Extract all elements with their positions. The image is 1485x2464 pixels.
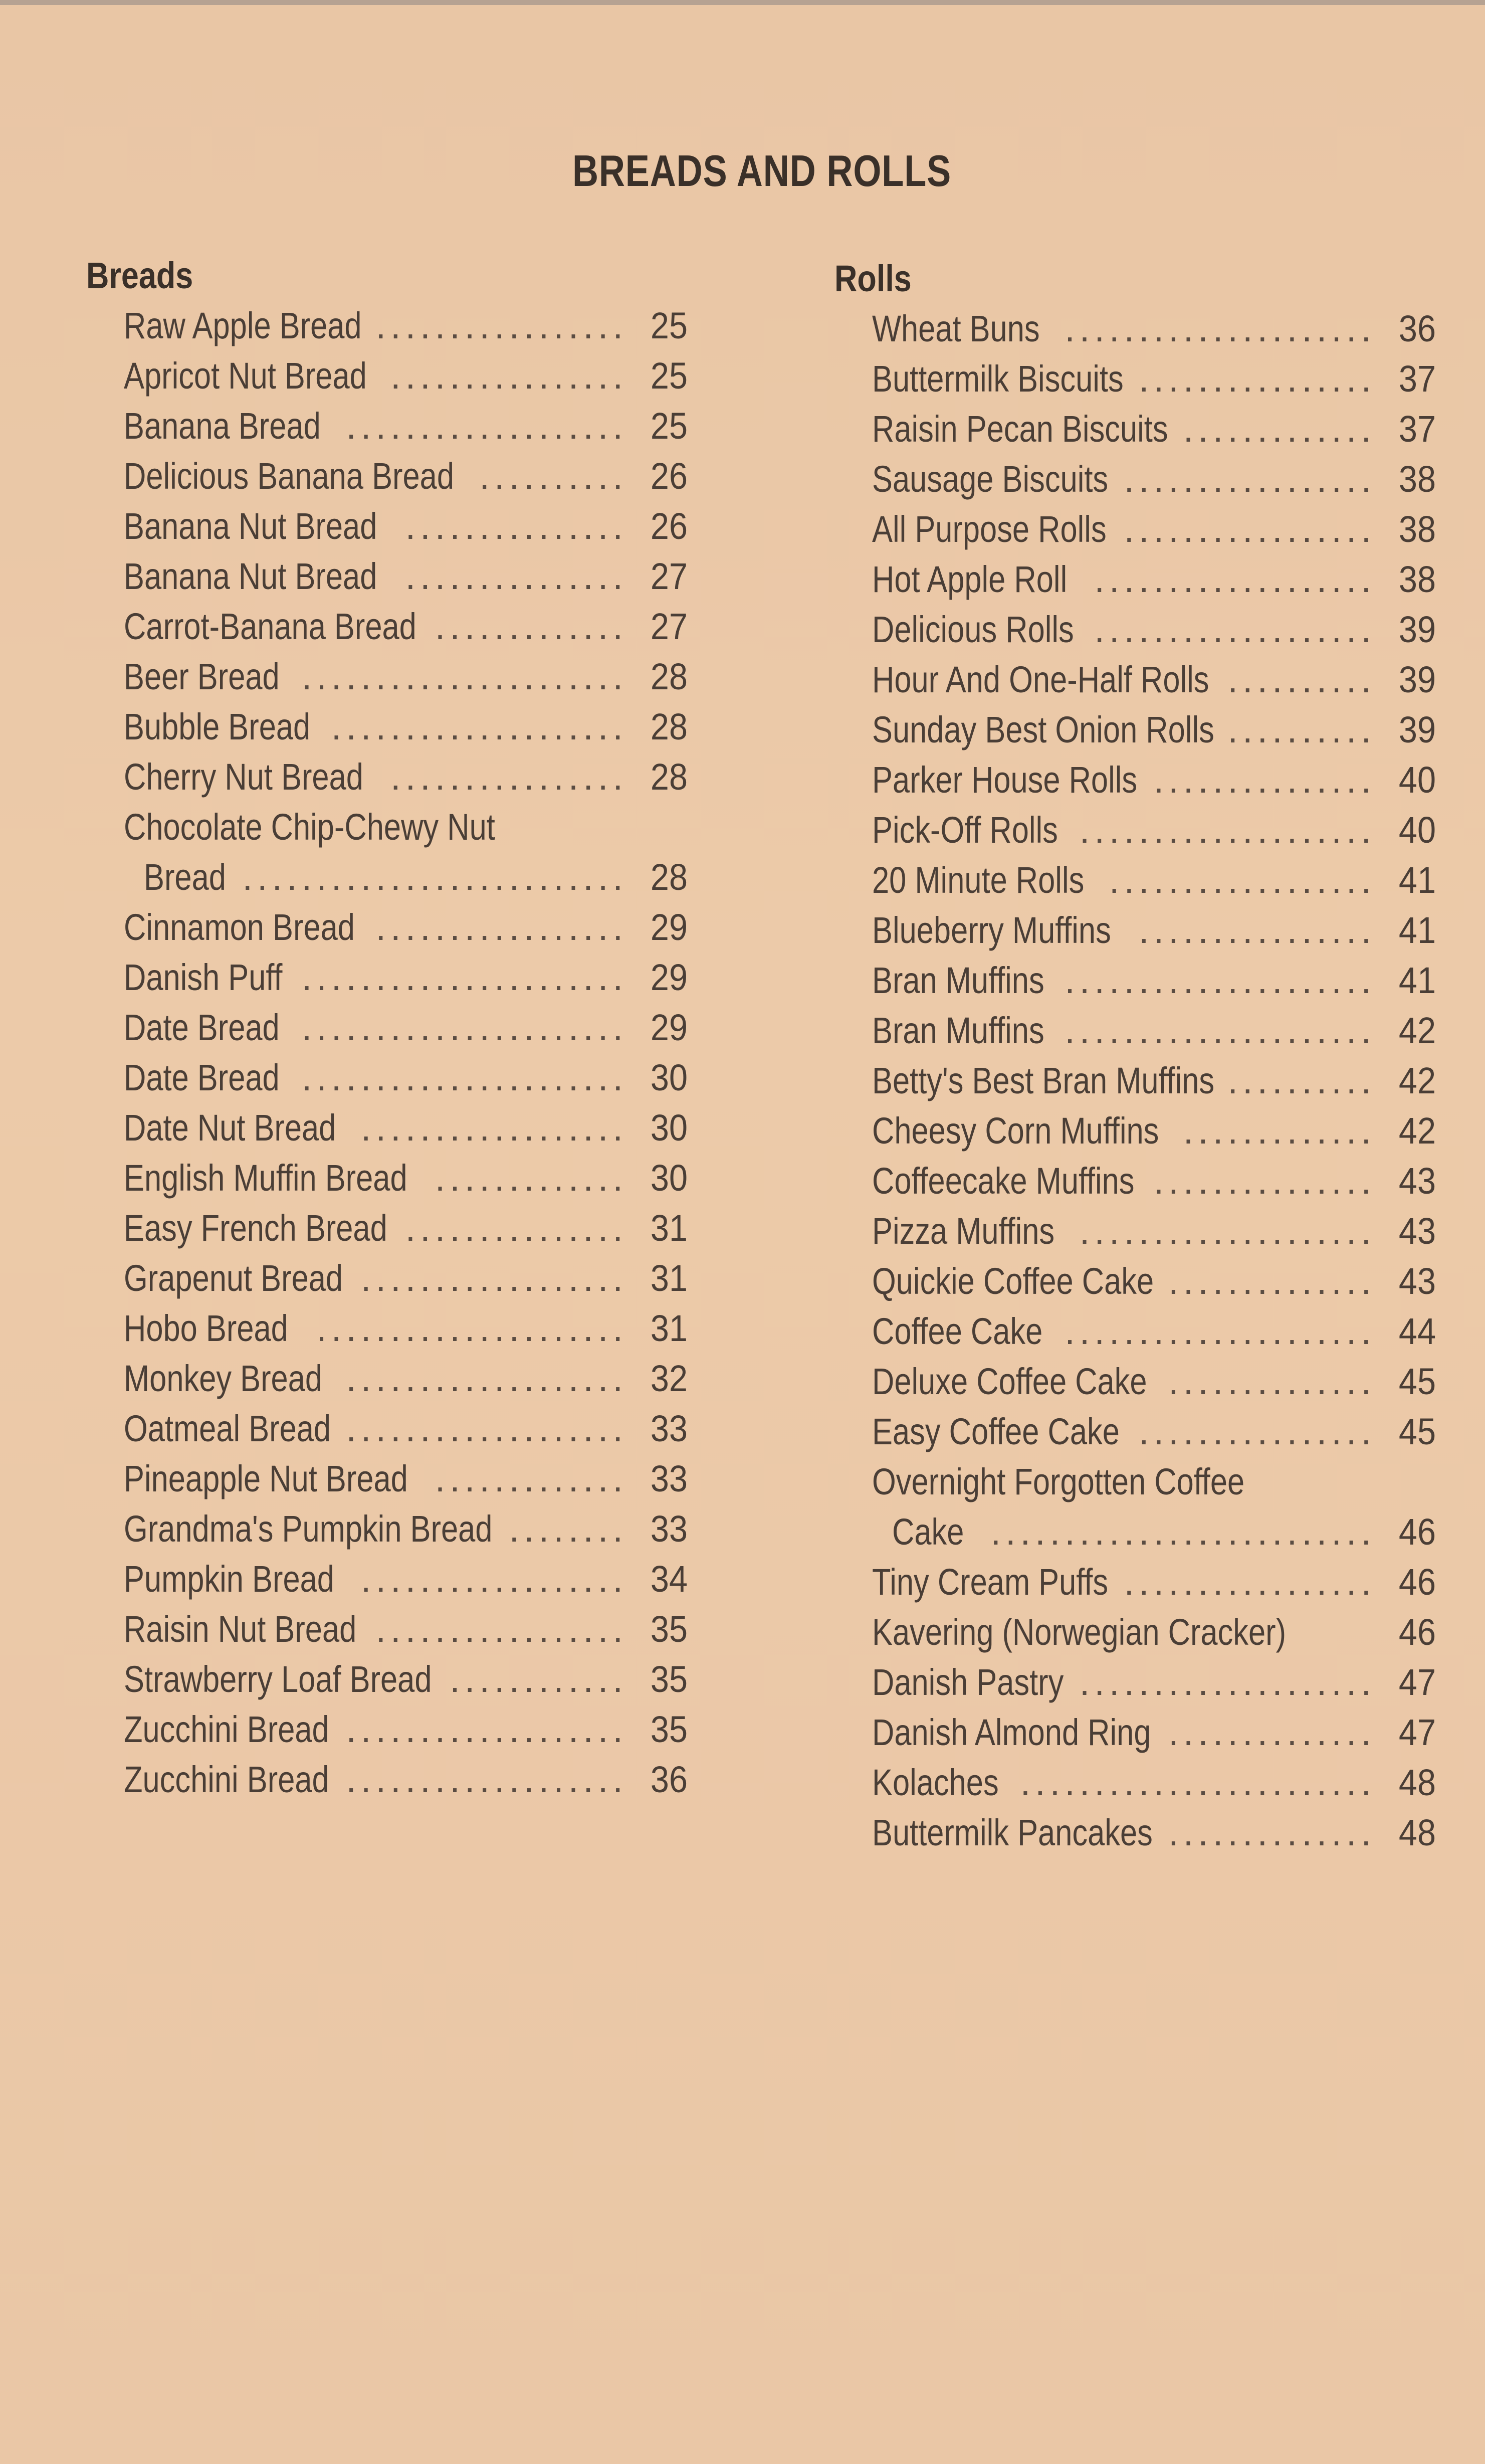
- page-number: 29: [650, 957, 688, 998]
- toc-entry: [124, 752, 688, 802]
- toc-entry: [124, 351, 688, 401]
- toc-entry: [872, 1156, 1436, 1206]
- page-number: 43: [1398, 1260, 1436, 1302]
- recipe-name: Carrot-Banana Bread: [124, 606, 416, 647]
- recipe-name: Apricot Nut Bread: [124, 355, 367, 397]
- recipe-name: Wheat Buns: [872, 308, 1040, 349]
- recipe-name: Hobo Bread: [124, 1307, 288, 1349]
- recipe-name: Kavering (Norwegian Cracker): [872, 1611, 1287, 1653]
- toc-entry: [124, 1755, 688, 1805]
- dot-leader: ...................: [1094, 558, 1376, 600]
- page-number: 30: [650, 1157, 688, 1199]
- recipe-name: Hot Apple Roll: [872, 558, 1068, 600]
- page-number: 25: [650, 405, 688, 447]
- page-number: 29: [650, 1007, 688, 1048]
- page-number: 47: [1398, 1661, 1436, 1703]
- page-number: 33: [650, 1458, 688, 1499]
- page-number: 35: [650, 1608, 688, 1650]
- dot-leader: .................: [375, 305, 627, 346]
- toc-entry: [124, 902, 688, 953]
- toc-entry: [872, 1206, 1436, 1256]
- toc-entry: [872, 905, 1436, 956]
- toc-entry: [124, 1103, 688, 1153]
- dot-leader: .....................: [1065, 308, 1376, 349]
- recipe-name-continued: Bread: [144, 856, 226, 898]
- rolls-list: [834, 304, 1436, 1858]
- page-number: 44: [1398, 1310, 1436, 1352]
- recipe-name: Pineapple Nut Bread: [124, 1458, 408, 1499]
- dot-leader: ................: [1139, 909, 1376, 951]
- dot-leader: ...............: [405, 555, 627, 597]
- recipe-name: Bubble Bread: [124, 706, 311, 747]
- recipe-name: Date Nut Bread: [124, 1107, 336, 1149]
- dot-leader: ...............: [405, 1207, 627, 1249]
- recipe-name: Sausage Biscuits: [872, 458, 1109, 500]
- recipe-name: Coffee Cake: [872, 1310, 1043, 1352]
- page-number: 28: [650, 706, 688, 747]
- page-number: 45: [1398, 1411, 1436, 1452]
- page-number: 28: [650, 756, 688, 798]
- recipe-name: Date Bread: [124, 1057, 280, 1098]
- toc-entry: [872, 1306, 1436, 1357]
- toc-entry: [124, 501, 688, 551]
- page-number: 41: [1398, 909, 1436, 951]
- page-number: 33: [650, 1508, 688, 1550]
- recipe-name: Delicious Banana Bread: [124, 455, 454, 497]
- dot-leader: ...................: [346, 1358, 627, 1399]
- recipe-name: Buttermilk Biscuits: [872, 358, 1124, 400]
- page-title: BREADS AND ROLLS: [572, 146, 952, 196]
- toc-entry: [124, 451, 688, 501]
- dot-leader: .............: [435, 1157, 627, 1199]
- breads-column: [86, 251, 688, 1805]
- dot-leader: .....................: [1065, 1010, 1376, 1051]
- dot-leader: .................: [375, 1608, 627, 1650]
- dot-leader: ...................: [346, 1759, 627, 1800]
- dot-leader: ..................: [360, 1107, 627, 1149]
- page-number: 25: [650, 355, 688, 397]
- recipe-name: Delicious Rolls: [872, 609, 1074, 650]
- recipe-name: Parker House Rolls: [872, 759, 1138, 801]
- dot-leader: ...............: [405, 505, 627, 547]
- dot-leader: ..................: [360, 1257, 627, 1299]
- recipe-name: Raisin Nut Bread: [124, 1608, 357, 1650]
- dot-leader: ...............: [1153, 759, 1376, 801]
- recipe-name: Oatmeal Bread: [124, 1408, 331, 1449]
- page-number: 40: [1398, 759, 1436, 801]
- page-number: 31: [650, 1207, 688, 1249]
- toc-entry: [124, 1404, 688, 1454]
- toc-entry: [872, 304, 1436, 354]
- page-number: 46: [1398, 1611, 1436, 1653]
- recipe-name: Easy French Bread: [124, 1207, 387, 1249]
- recipe-name: Grapenut Bread: [124, 1257, 343, 1299]
- recipe-name-continued: Cake: [892, 1511, 964, 1553]
- page-number: 42: [1398, 1010, 1436, 1051]
- toc-entry: [124, 1354, 688, 1404]
- page-number: 43: [1398, 1210, 1436, 1252]
- recipe-name: Pick-Off Rolls: [872, 809, 1058, 851]
- toc-entry: [124, 802, 688, 902]
- dot-leader: ....................: [1079, 1661, 1376, 1703]
- toc-entry: [124, 652, 688, 702]
- toc-entry: [872, 705, 1436, 755]
- dot-leader: ..........: [1227, 1060, 1376, 1101]
- dot-leader: ....................: [331, 706, 627, 747]
- dot-leader: ................: [1139, 358, 1376, 400]
- toc-entry: [872, 1657, 1436, 1708]
- breads-list: [86, 301, 688, 1805]
- page-number: 29: [650, 906, 688, 948]
- dot-leader: .............: [1183, 1110, 1376, 1152]
- dot-leader: .................: [1124, 458, 1376, 500]
- page-number: 30: [650, 1107, 688, 1149]
- page-number: 45: [1398, 1361, 1436, 1402]
- dot-leader: ..............: [1168, 1812, 1376, 1853]
- toc-entry: [124, 1654, 688, 1704]
- toc-entry: [124, 1504, 688, 1554]
- page-number: 38: [1398, 508, 1436, 550]
- page-number: 28: [650, 856, 688, 898]
- dot-leader: ............: [450, 1658, 627, 1700]
- page-number: 39: [1398, 609, 1436, 650]
- toc-entry: [872, 855, 1436, 905]
- recipe-name: Overnight Forgotten Coffee: [872, 1461, 1245, 1502]
- toc-entry: [872, 1256, 1436, 1306]
- toc-entry: [124, 1053, 688, 1103]
- page-number: 32: [650, 1358, 688, 1399]
- recipe-name: Pumpkin Bread: [124, 1558, 334, 1600]
- recipe-name: Raw Apple Bread: [124, 305, 362, 346]
- page-number: 43: [1398, 1160, 1436, 1202]
- toc-entry: [124, 953, 688, 1003]
- toc-entry: [872, 1457, 1436, 1557]
- toc-entry: [872, 805, 1436, 855]
- dot-leader: ..............: [1168, 1712, 1376, 1753]
- page-number: 46: [1398, 1511, 1436, 1553]
- toc-entry: [872, 1708, 1436, 1758]
- dot-leader: ..........: [479, 455, 627, 497]
- toc-entry: [872, 755, 1436, 805]
- page-number: 26: [650, 505, 688, 547]
- rolls-heading: Rolls: [834, 258, 912, 299]
- toc-entry: [872, 1607, 1436, 1657]
- toc-entry: [872, 554, 1436, 605]
- page-number: 37: [1398, 408, 1436, 450]
- page-number: 48: [1398, 1812, 1436, 1853]
- recipe-name: Betty's Best Bran Muffins: [872, 1060, 1215, 1101]
- recipe-name: Monkey Bread: [124, 1358, 323, 1399]
- page-top-edge: [0, 0, 1485, 5]
- dot-leader: ........: [509, 1508, 627, 1550]
- toc-entry: [124, 702, 688, 752]
- dot-leader: ................: [390, 355, 627, 397]
- page-number: 48: [1398, 1762, 1436, 1803]
- dot-leader: ........................: [1020, 1762, 1376, 1803]
- recipe-name: Zucchini Bread: [124, 1759, 329, 1800]
- recipe-name: All Purpose Rolls: [872, 508, 1107, 550]
- recipe-name: Bran Muffins: [872, 960, 1044, 1001]
- page-number: 31: [650, 1257, 688, 1299]
- recipe-name: Cheesy Corn Muffins: [872, 1110, 1159, 1152]
- recipe-name: Bran Muffins: [872, 1010, 1044, 1051]
- recipe-name: Zucchini Bread: [124, 1709, 329, 1750]
- dot-leader: .................: [1124, 508, 1376, 550]
- dot-leader: ..............: [1168, 1260, 1376, 1302]
- recipe-name: Easy Coffee Cake: [872, 1411, 1120, 1452]
- dot-leader: ...................: [346, 1408, 627, 1449]
- recipe-name: Tiny Cream Puffs: [872, 1561, 1109, 1603]
- dot-leader: .............: [435, 606, 627, 647]
- recipe-name: Raisin Pecan Biscuits: [872, 408, 1168, 450]
- toc-entry: [124, 401, 688, 451]
- recipe-name: Date Bread: [124, 1007, 280, 1048]
- toc-entry: [872, 956, 1436, 1006]
- dot-leader: ..................: [360, 1558, 627, 1600]
- toc-entry: [124, 1454, 688, 1504]
- dot-leader: ................: [390, 756, 627, 798]
- toc-entry: [872, 1557, 1436, 1607]
- toc-entry: [872, 1106, 1436, 1156]
- recipe-name: Danish Pastry: [872, 1661, 1064, 1703]
- toc-entry: [872, 404, 1436, 454]
- recipe-name: Beer Bread: [124, 656, 280, 697]
- toc-entry: [124, 1153, 688, 1203]
- page-number: 36: [650, 1759, 688, 1800]
- toc-entry: [124, 1253, 688, 1303]
- page-number: 27: [650, 606, 688, 647]
- dot-leader: ......................: [301, 656, 627, 697]
- recipe-name: Deluxe Coffee Cake: [872, 1361, 1147, 1402]
- page-number: 35: [650, 1709, 688, 1750]
- dot-leader: ...................: [346, 1709, 627, 1750]
- toc-entry: [872, 655, 1436, 705]
- page-number: 33: [650, 1408, 688, 1449]
- toc-entry: [124, 602, 688, 652]
- dot-leader: .................: [1124, 1561, 1376, 1603]
- dot-leader: .............: [435, 1458, 627, 1499]
- recipe-name: Strawberry Loaf Bread: [124, 1658, 432, 1700]
- recipe-name: Buttermilk Pancakes: [872, 1812, 1153, 1853]
- page-number: 31: [650, 1307, 688, 1349]
- toc-entry: [872, 1357, 1436, 1407]
- page-number: 26: [650, 455, 688, 497]
- page-number: 42: [1398, 1110, 1436, 1152]
- recipe-name: Coffeecake Muffins: [872, 1160, 1135, 1202]
- dot-leader: .............: [1183, 408, 1376, 450]
- page-number: 30: [650, 1057, 688, 1098]
- toc-entry: [872, 354, 1436, 404]
- toc-entry: [124, 301, 688, 351]
- rolls-column: [834, 251, 1436, 1858]
- page-number: 34: [650, 1558, 688, 1600]
- dot-leader: ................: [1139, 1411, 1376, 1452]
- page-number: 36: [1398, 308, 1436, 349]
- recipe-name: Grandma's Pumpkin Bread: [124, 1508, 493, 1550]
- recipe-name: Banana Nut Bread: [124, 505, 377, 547]
- dot-leader: ....................: [1079, 1210, 1376, 1252]
- toc-entry: [872, 1006, 1436, 1056]
- toc-entry: [124, 1303, 688, 1354]
- recipe-name: Blueberry Muffins: [872, 909, 1111, 951]
- page-number: 46: [1398, 1561, 1436, 1603]
- page-number: 28: [650, 656, 688, 697]
- dot-leader: ...................: [1094, 609, 1376, 650]
- dot-leader: ......................: [301, 1007, 627, 1048]
- toc-entry: [124, 551, 688, 602]
- recipe-name: Quickie Coffee Cake: [872, 1260, 1154, 1302]
- recipe-name: Kolaches: [872, 1762, 999, 1803]
- recipe-name: Banana Bread: [124, 405, 321, 447]
- recipe-name: Chocolate Chip-Chewy Nut: [124, 806, 495, 848]
- toc-entry: [124, 1003, 688, 1053]
- recipe-name: Sunday Best Onion Rolls: [872, 709, 1214, 750]
- toc-entry: [124, 1203, 688, 1253]
- toc-entry: [872, 1758, 1436, 1808]
- toc-entry: [872, 1808, 1436, 1858]
- page-number: 47: [1398, 1712, 1436, 1753]
- page-number: 35: [650, 1658, 688, 1700]
- recipe-name: Cherry Nut Bread: [124, 756, 363, 798]
- toc-entry: [872, 504, 1436, 554]
- dot-leader: ......................: [301, 1057, 627, 1098]
- page-number: 27: [650, 555, 688, 597]
- recipe-name: Hour And One-Half Rolls: [872, 659, 1209, 700]
- dot-leader: .....................: [316, 1307, 627, 1349]
- toc-entry: [124, 1554, 688, 1604]
- page-number: 38: [1398, 458, 1436, 500]
- toc-entry: [872, 1407, 1436, 1457]
- recipe-name: Cinnamon Bread: [124, 906, 355, 948]
- recipe-name: Danish Almond Ring: [872, 1712, 1151, 1753]
- dot-leader: ...................: [346, 405, 627, 447]
- page-number: 39: [1398, 659, 1436, 700]
- page-number: 25: [650, 305, 688, 346]
- breads-heading: Breads: [86, 255, 193, 296]
- toc-entry: [872, 605, 1436, 655]
- recipe-name: Banana Nut Bread: [124, 555, 377, 597]
- dot-leader: ..................: [1109, 859, 1376, 901]
- dot-leader: ..........................: [242, 856, 627, 898]
- dot-leader: .....................: [1065, 1310, 1376, 1352]
- recipe-name: Danish Puff: [124, 957, 283, 998]
- toc-entry: [872, 1056, 1436, 1106]
- page-number: 39: [1398, 709, 1436, 750]
- dot-leader: .....................: [1065, 960, 1376, 1001]
- dot-leader: ....................: [1079, 809, 1376, 851]
- toc-entry: [124, 1704, 688, 1755]
- page-number: 41: [1398, 960, 1436, 1001]
- toc-entry: [124, 1604, 688, 1654]
- recipe-name: Pizza Muffins: [872, 1210, 1055, 1252]
- page-number: 40: [1398, 809, 1436, 851]
- page-number: 37: [1398, 358, 1436, 400]
- dot-leader: ......................: [301, 957, 627, 998]
- toc-entry: [872, 454, 1436, 504]
- dot-leader: .................: [375, 906, 627, 948]
- recipe-name: English Muffin Bread: [124, 1157, 407, 1199]
- dot-leader: ..........: [1227, 659, 1376, 700]
- dot-leader: ..............: [1168, 1361, 1376, 1402]
- dot-leader: ..........................: [990, 1511, 1376, 1553]
- dot-leader: ..........: [1227, 709, 1376, 750]
- page-number: 42: [1398, 1060, 1436, 1101]
- recipe-name: 20 Minute Rolls: [872, 859, 1085, 901]
- page-number: 41: [1398, 859, 1436, 901]
- page-number: 38: [1398, 558, 1436, 600]
- dot-leader: ...............: [1153, 1160, 1376, 1202]
